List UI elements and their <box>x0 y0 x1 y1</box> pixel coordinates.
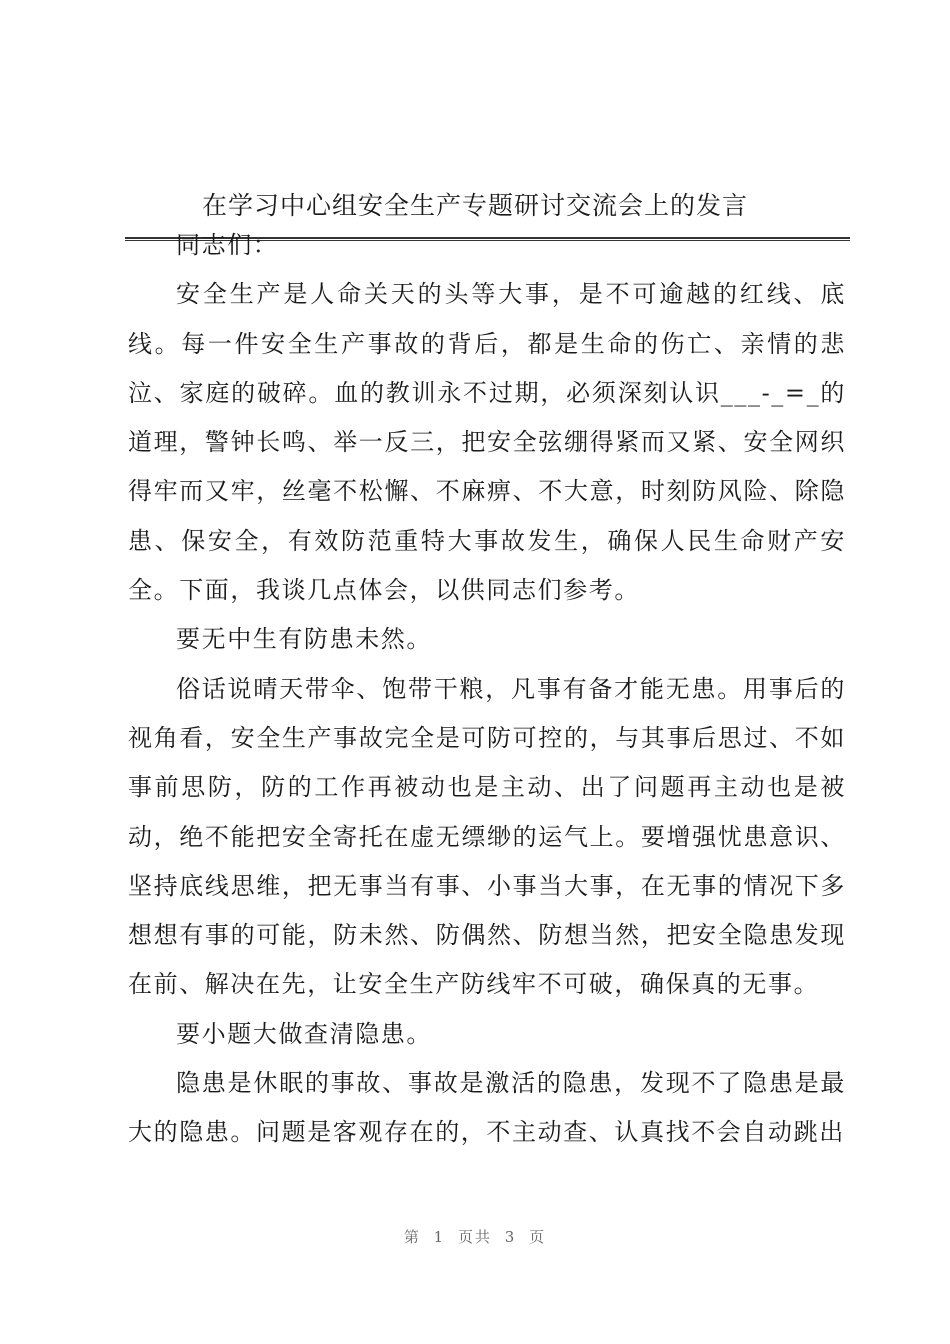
section-heading-hazards: 要小题大做查清隐患。 <box>176 1019 432 1048</box>
document-body <box>128 221 846 1158</box>
section-heading-prevention: 要无中生有防患未然。 <box>176 625 432 654</box>
paragraph-hazards: 隐患是休眠的事故、事故是激活的隐患，发现不了隐患是最大的隐患。问题是客观存在的，不主动查、认真找不会自动跳出 <box>128 1069 846 1147</box>
document-title: 在学习中心组安全生产专题研讨交流会上的发言 <box>201 191 748 220</box>
paragraph-prevention: 俗话说晴天带伞、饱带干粮，凡事有备才能无患。用事后的视角看，安全生产事故完全是可防可控的，与其事后思过、不如事前思防，防的工作再被动也是主动、出了问题再主动也是被动，绝不能把安全寄托在虚无缥缈的运气上。要增强忧患意识、坚持底线思维，把无事当有事、小事当大事，在无事的情况下多想想有事的可能，防未然、防偶然、防想当然，把安全隐患发现在前、解决在先，让安全生产防线牢不可破，确保真的无事。 <box>128 674 846 999</box>
paragraph-intro: 安全生产是人命关天的头等大事，是不可逾越的红线、底线。每一件安全生产事故的背后，都是生命的伤亡、亲情的悲泣、家庭的破碎。血的教训永不过期，必须深刻认识___-_=_的道理，警钟长鸣、举一反三，把安全弦绷得紧而又紧、安全网织得牢而又牢，丝毫不松懈、不麻痹、不大意，时刻防风险、除隐患、保安全，有效防范重特大事故发生，确保人民生命财产安全。下面，我谈几点体会，以供同志们参考。 <box>128 280 846 605</box>
page-number-footer: 第 1 页共 3 页 <box>403 1228 547 1246</box>
paragraph-salutation: 同志们： <box>176 231 279 259</box>
